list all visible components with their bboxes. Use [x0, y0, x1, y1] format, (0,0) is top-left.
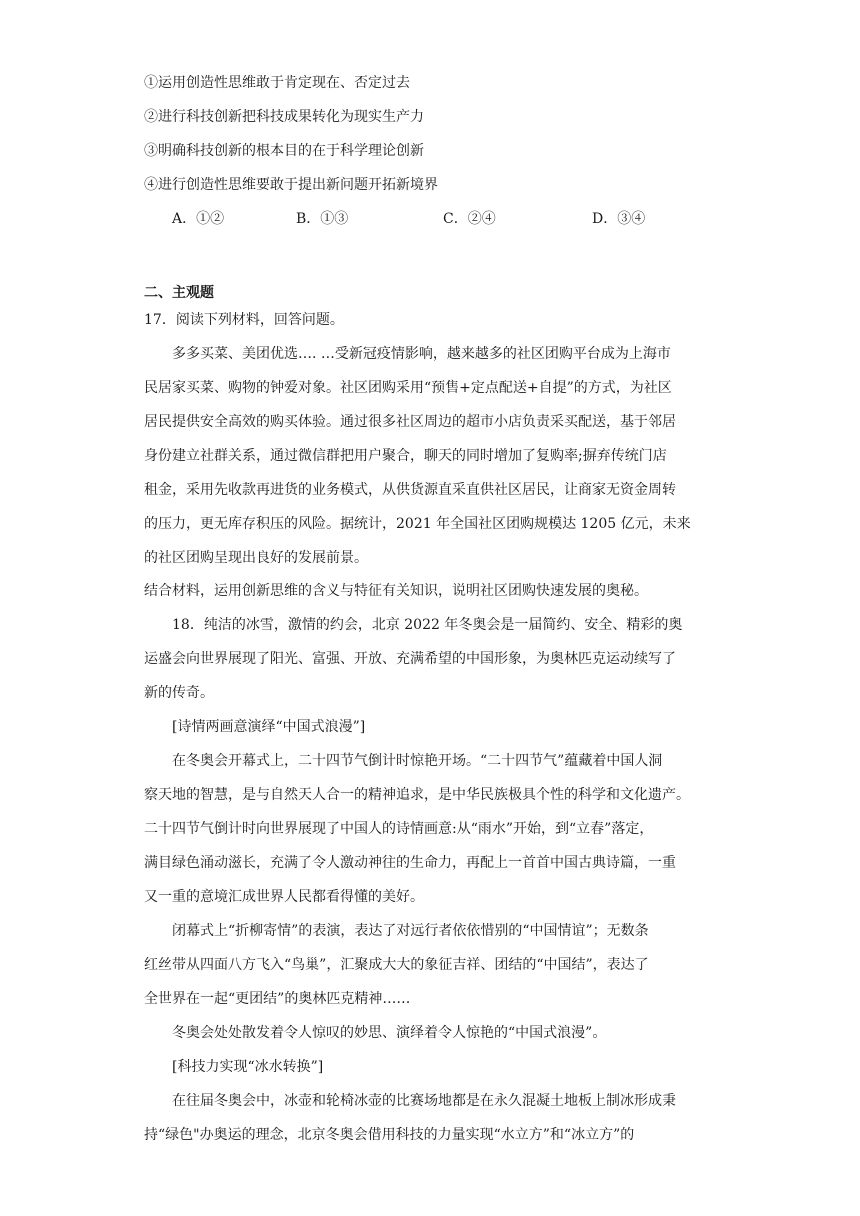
q18-sub1-para1-line: 察天地的智慧，是与自然天人合一的精神追求，是中华民族极具个性的科学和文化遗产。 [144, 787, 690, 803]
mc-statement-4: ④进行创造性思维要敢于提出新问题开拓新境界 [144, 177, 438, 193]
q18-sub1-para1-line: 又一重的意境汇成世界人民都看得懂的美好。 [144, 889, 424, 905]
q18-sub1-title: [诗情两画意演绎“中国式浪漫”] [172, 719, 366, 735]
q17-question: 结合材料，运用创新思维的含义与特征有关知识，说明社区团购快速发展的奥秘。 [144, 583, 648, 599]
mc-statement-2: ②进行科技创新把科技成果转化为现实生产力 [144, 109, 424, 125]
section-title: 二、主观题 [144, 285, 214, 301]
q17-stem: 17．阅读下列材料，回答问题。 [144, 312, 344, 328]
mc-statement-3: ③明确科技创新的根本目的在于科学理论创新 [144, 143, 424, 159]
q18-sub1-para2-line: 红丝带从四面八方飞入“鸟巢”，汇聚成大大的象征吉祥、团结的“中国结”，表达了 [144, 957, 649, 973]
q18-sub1-para1-line: 满目绿色涌动滋长，充满了令人激动神往的生命力，再配上一首首中国古典诗篇，一重 [144, 855, 676, 871]
q17-material-line: 多多买菜、美团优选…. …受新冠疫情影响，越来越多的社区团购平台成为上海市 [172, 346, 671, 362]
q18-sub1-para1-line: 在冬奥会开幕式上，二十四节气倒计时惊艳开场。“二十四节气”蕴藏着中国人洞 [172, 753, 663, 769]
option-b: B．①③ [296, 211, 349, 227]
q18-sub1-para2-line: 闭幕式上“折柳寄情”的表演，表达了对远行者依依惜别的“中国情谊”；无数条 [172, 923, 649, 939]
option-c: C．②④ [443, 211, 496, 227]
q17-material-line: 的社区团购呈现出良好的发展前景。 [144, 550, 368, 566]
q18-sub2-para1-line: 在往届冬奥会中，冰壶和轮椅冰壶的比赛场地都是在永久混凝土地板上制冰形成秉 [172, 1093, 676, 1109]
q17-material-line: 居民提供安全高效的购买体验。通过很多社区周边的超市小店负责采买配送，基于邻居 [144, 414, 676, 430]
option-d: D．③④ [592, 211, 646, 227]
q18-intro-line: 18．纯洁的冰雪，激情的约会，北京 2022 年冬奥会是一届简约、安全、精彩的奥 [172, 617, 683, 633]
option-a: A．①② [172, 211, 225, 227]
q17-material-line: 的压力，更无库存积压的风险。据统计，2021 年全国社区团购规模达 1205 亿元，未来 [144, 516, 691, 532]
mc-statement-1: ①运用创造性思维敢于肯定现在、否定过去 [144, 75, 410, 91]
q17-material-line: 身份建立社群关系，通过微信群把用户聚合，聊天的同时增加了复购率;摒弃传统门店 [144, 448, 667, 464]
q17-material-line: 民居家买菜、购物的钟爱对象。社区团购采用“预售+定点配送+自提”的方式，为社区 [144, 380, 672, 396]
q18-intro-line: 新的传奇。 [144, 685, 214, 701]
q18-sub2-title: [科技力实现“冰水转换”] [172, 1059, 324, 1075]
q18-sub1-para1-line: 二十四节气倒计时向世界展现了中国人的诗情画意:从“雨水”开始，到“立春”落定， [144, 821, 654, 837]
q18-sub1-para2-line: 全世界在一起“更团结”的奥林匹克精神…… [144, 991, 411, 1007]
q18-sub2-para1-line: 持“绿色"办奥运的理念，北京冬奥会借用科技的力量实现“水立方”和“冰立方”的 [144, 1127, 635, 1143]
q18-sub1-para3: 冬奥会处处散发着令人惊叹的妙思、演绎着令人惊艳的“中国式浪漫”。 [172, 1025, 607, 1041]
q18-intro-line: 运盛会向世界展现了阳光、富强、开放、充满希望的中国形象，为奥林匹克运动续写了 [144, 651, 676, 667]
q17-material-line: 租金，采用先收款再进货的业务模式，从供货源直采直供社区居民，让商家无资金周转 [144, 482, 676, 498]
